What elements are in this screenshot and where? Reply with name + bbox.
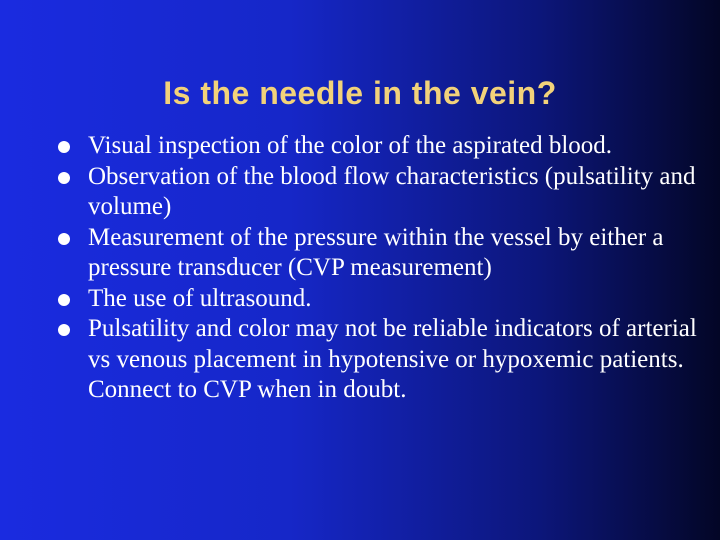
- bullet-item: [88, 223, 698, 284]
- bullet-text: The use of ultrasound.: [88, 284, 312, 312]
- bullet-dot-icon: [58, 141, 70, 153]
- bullet-item: [88, 284, 698, 315]
- bullet-dot-icon: [58, 294, 70, 306]
- bullet-text: Pulsatility and color may not be reliable indicators of arterial vs venous placement in hypotensive or hypoxemic patients. Connect to CVP when in doubt.: [88, 315, 697, 403]
- slide-title: Is the needle in the vein?: [163, 75, 557, 111]
- bullet-text: Observation of the blood flow characteristics (pulsatility and volume): [88, 162, 696, 220]
- bullet-dot-icon: [58, 233, 70, 245]
- bullet-dot-icon: [58, 172, 70, 184]
- bullet-item: [88, 314, 698, 406]
- bullet-item: [88, 131, 698, 162]
- bullet-text: Measurement of the pressure within the vessel by either a pressure transducer (CVP measurement): [88, 223, 664, 281]
- bullet-item: [88, 162, 698, 223]
- bullet-list: [88, 131, 698, 406]
- bullet-text: Visual inspection of the color of the aspirated blood.: [88, 132, 613, 159]
- bullet-dot-icon: [58, 324, 70, 336]
